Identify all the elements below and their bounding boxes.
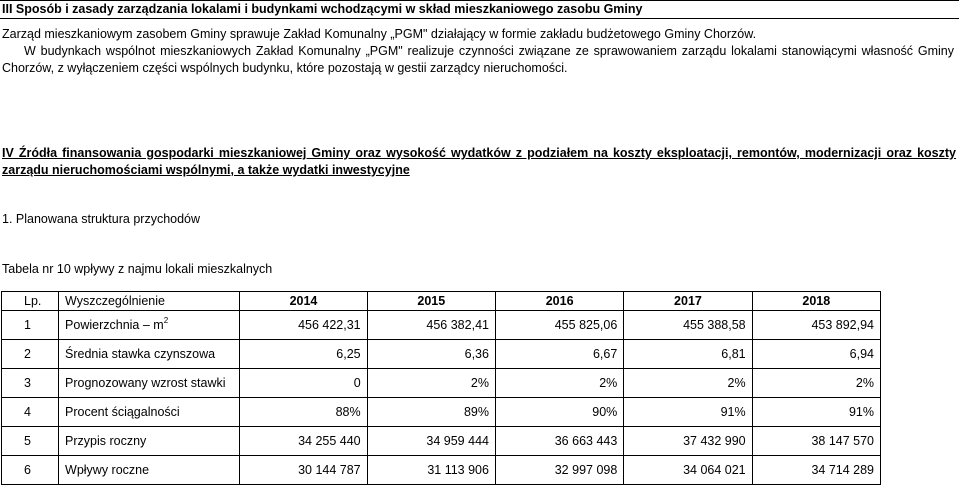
cell-value: 456 422,31 — [240, 311, 367, 340]
cell-value: 456 382,41 — [367, 311, 495, 340]
section-4-title: IV Źródła finansowania gospodarki mieszkaniowej Gminy oraz wysokość wydatków z podziałem na koszty eksploatacji, remontów, modernizacji oraz koszty zarządu nieruchomościami wspólnymi, a także wydatki inwestycyjne — [2, 146, 956, 177]
cell-lp: 4 — [2, 398, 59, 427]
cell-item: Procent ściągalności — [59, 398, 240, 427]
table-row — [2, 398, 881, 427]
superscript: 2 — [163, 316, 169, 325]
cell-value: 2% — [624, 369, 752, 398]
table-row — [2, 456, 881, 485]
table-row — [2, 311, 881, 340]
cell-value: 89% — [367, 398, 495, 427]
cell-lp: 5 — [2, 427, 59, 456]
cell-value: 2% — [495, 369, 623, 398]
cell-value: 34 959 444 — [367, 427, 495, 456]
cell-item-text: Powierzchnia – m — [65, 318, 164, 332]
cell-value: 6,36 — [367, 340, 495, 369]
table-row — [2, 427, 881, 456]
cell-item: Przypis roczny — [59, 427, 240, 456]
cell-value: 34 714 289 — [752, 456, 880, 485]
cell-value: 38 147 570 — [752, 427, 880, 456]
cell-value: 31 113 906 — [367, 456, 495, 485]
header-2016: 2016 — [495, 292, 623, 311]
cell-value: 32 997 098 — [495, 456, 623, 485]
cell-value: 453 892,94 — [752, 311, 880, 340]
cell-value: 90% — [495, 398, 623, 427]
revenue-table — [1, 291, 881, 485]
cell-value: 0 — [240, 369, 367, 398]
cell-value: 88% — [240, 398, 367, 427]
subsection-title: 1. Planowana struktura przychodów — [2, 212, 201, 226]
cell-value: 455 825,06 — [495, 311, 623, 340]
cell-value: 2% — [367, 369, 495, 398]
header-2014: 2014 — [240, 292, 367, 311]
section-3-paragraph-1: Zarząd mieszkaniowym zasobem Gminy sprawuje Zakład Komunalny „PGM" działający w formie zakładu budżetowego Gminy Chorzów. — [2, 27, 757, 41]
cell-item: Średnia stawka czynszowa — [59, 340, 240, 369]
cell-value: 34 255 440 — [240, 427, 367, 456]
cell-value: 91% — [624, 398, 752, 427]
cell-value: 2% — [752, 369, 880, 398]
header-item: Wyszczególnienie — [59, 292, 240, 311]
section-3-title: III Sposób i zasady zarządzania lokalami i budynkami wchodzącymi w skład mieszkaniowego zasobu Gminy — [0, 0, 959, 19]
header-2018: 2018 — [752, 292, 880, 311]
header-2017: 2017 — [624, 292, 752, 311]
cell-value: 37 432 990 — [624, 427, 752, 456]
cell-value: 30 144 787 — [240, 456, 367, 485]
cell-value: 455 388,58 — [624, 311, 752, 340]
cell-value: 6,67 — [495, 340, 623, 369]
cell-item: Prognozowany wzrost stawki — [59, 369, 240, 398]
cell-value: 91% — [752, 398, 880, 427]
table-row — [2, 369, 881, 398]
cell-value: 6,94 — [752, 340, 880, 369]
header-lp: Lp. — [2, 292, 59, 311]
cell-value: 6,81 — [624, 340, 752, 369]
cell-value: 34 064 021 — [624, 456, 752, 485]
header-2015: 2015 — [367, 292, 495, 311]
cell-lp: 2 — [2, 340, 59, 369]
section-3-paragraph-2: W budynkach wspólnot mieszkaniowych Zakład Komunalny „PGM" realizuje czynności związane ze sprawowaniem zarządu lokalami stanowiącymi własność Gminy Chorzów, z wyłączeniem części wspólnych budynku, które pozostają w gestii zarządcy nieruchomości. — [2, 44, 954, 75]
cell-lp: 6 — [2, 456, 59, 485]
cell-lp: 1 — [2, 311, 59, 340]
cell-value: 36 663 443 — [495, 427, 623, 456]
cell-item: Wpływy roczne — [59, 456, 240, 485]
cell-lp: 3 — [2, 369, 59, 398]
cell-item — [59, 311, 240, 340]
table-row — [2, 340, 881, 369]
cell-value: 6,25 — [240, 340, 367, 369]
table-caption: Tabela nr 10 wpływy z najmu lokali mieszkalnych — [2, 262, 273, 276]
table-header-row — [2, 292, 881, 311]
